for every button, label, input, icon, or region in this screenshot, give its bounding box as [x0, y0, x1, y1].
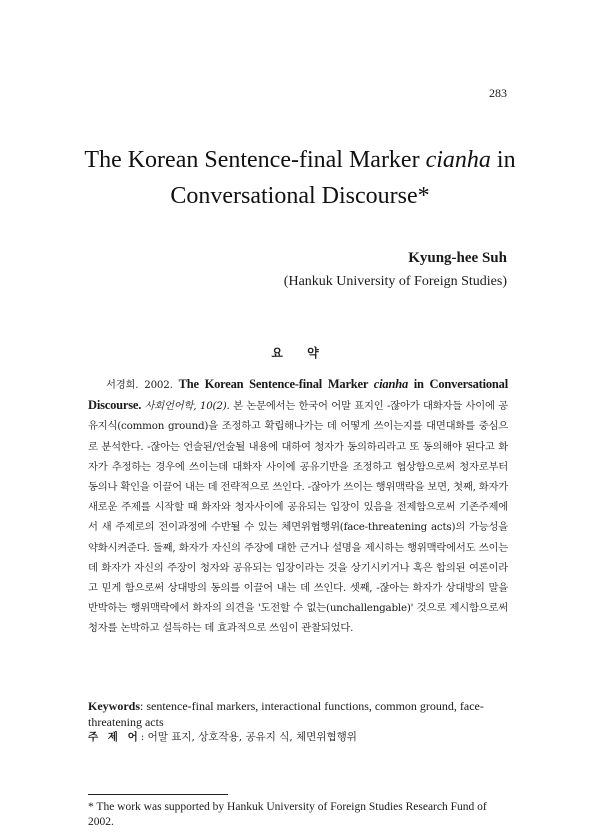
paper-title — [60, 142, 540, 214]
citation-title-start: The Korean Sentence-final Marker — [178, 377, 374, 391]
author-affiliation: (Hankuk University of Foreign Studies) — [283, 274, 507, 289]
citation-author-year: 서경희. 2002. — [106, 379, 179, 391]
title-line-1 — [60, 142, 540, 178]
subject-terms-text: : 어말 표지, 상호작용, 공유지 식, 체면위협행위 — [140, 731, 357, 743]
title-line-1-start: The Korean Sentence-final Marker — [84, 147, 426, 173]
abstract-text: 본 논문에서는 한국어 어말 표지인 -잖아가 대화자들 사이에 공유지식(common ground)을 조정하고 확립해나가는 데 어떻게 쓰이는지를 대면대화를 중심으로 분석한다. -잖아는 언술된/언술될 내용에 대하여 청자가 동의하리라고 또 동의해야 된다고 화자가 추정하는 경우에 쓰이는데 대화자 사이에 공유기반을 조정하고 협상함으로써 청자로부터 동의나 확인을 이끌어 내는 데 전략적으로 쓰인다. -잖아가 쓰이는 행위맥락을 보면, 첫째, 화자가 새로운 주제를 시작할 때 화자와 청자사이에 공유되는 입장이 있음을 전제함으로써 기존주제에서 새 주제로의 전이과정에 수반될 수 있는 체면위협행위(face-threatening acts)의 가능성을 약화시켜준다. 둘째, 화자가 자신의 주장에 대한 근거나 설명을 제시하는 행위맥락에서도 쓰이는데 화자가 자신의 주장이 청자와 공유되는 입장이라는 것을 상기시키거나 혹은 합의된 여론이라고 믿게 함으로써 상대방의 동의를 이끌어 내는 데 쓰인다. 셋째, -잖아는 화자가 상대방의 말을 반박하는 행위맥락에서 화자의 의견을 '도전할 수 없는(unchallengable)' 것으로 제시함으로써 청자를 논박하고 설득하는 데 효과적으로 쓰임이 관찰되었다. — [88, 400, 508, 635]
abstract-paragraph — [88, 374, 508, 639]
title-italic-term: cianha — [425, 147, 491, 173]
citation-title-end: in Conversational Discourse. — [88, 377, 509, 413]
keywords — [88, 698, 508, 730]
page-number: 283 — [489, 86, 507, 100]
citation-title-italic: cianha — [373, 377, 409, 391]
abstract-heading: 요 약 — [271, 346, 329, 360]
keywords-text: : sentence-final markers, interactional functions, common ground, face-threatening acts — [88, 699, 484, 729]
abstract-body — [88, 374, 508, 639]
footnote: * The work was supported by Hankuk University of Foreign Studies Research Fund of 2002. — [88, 801, 487, 828]
title-line-2: Conversational Discourse* — [170, 183, 430, 209]
author-name: Kyung-hee Suh — [408, 250, 507, 266]
keywords-label: Keywords — [88, 699, 140, 713]
citation-journal: 사회언어학, 10(2). — [144, 400, 230, 413]
title-line-1-end: in — [490, 147, 516, 173]
footnote-divider — [88, 794, 228, 795]
subject-terms — [88, 729, 508, 745]
subject-terms-label: 주 제 어 — [88, 731, 141, 743]
